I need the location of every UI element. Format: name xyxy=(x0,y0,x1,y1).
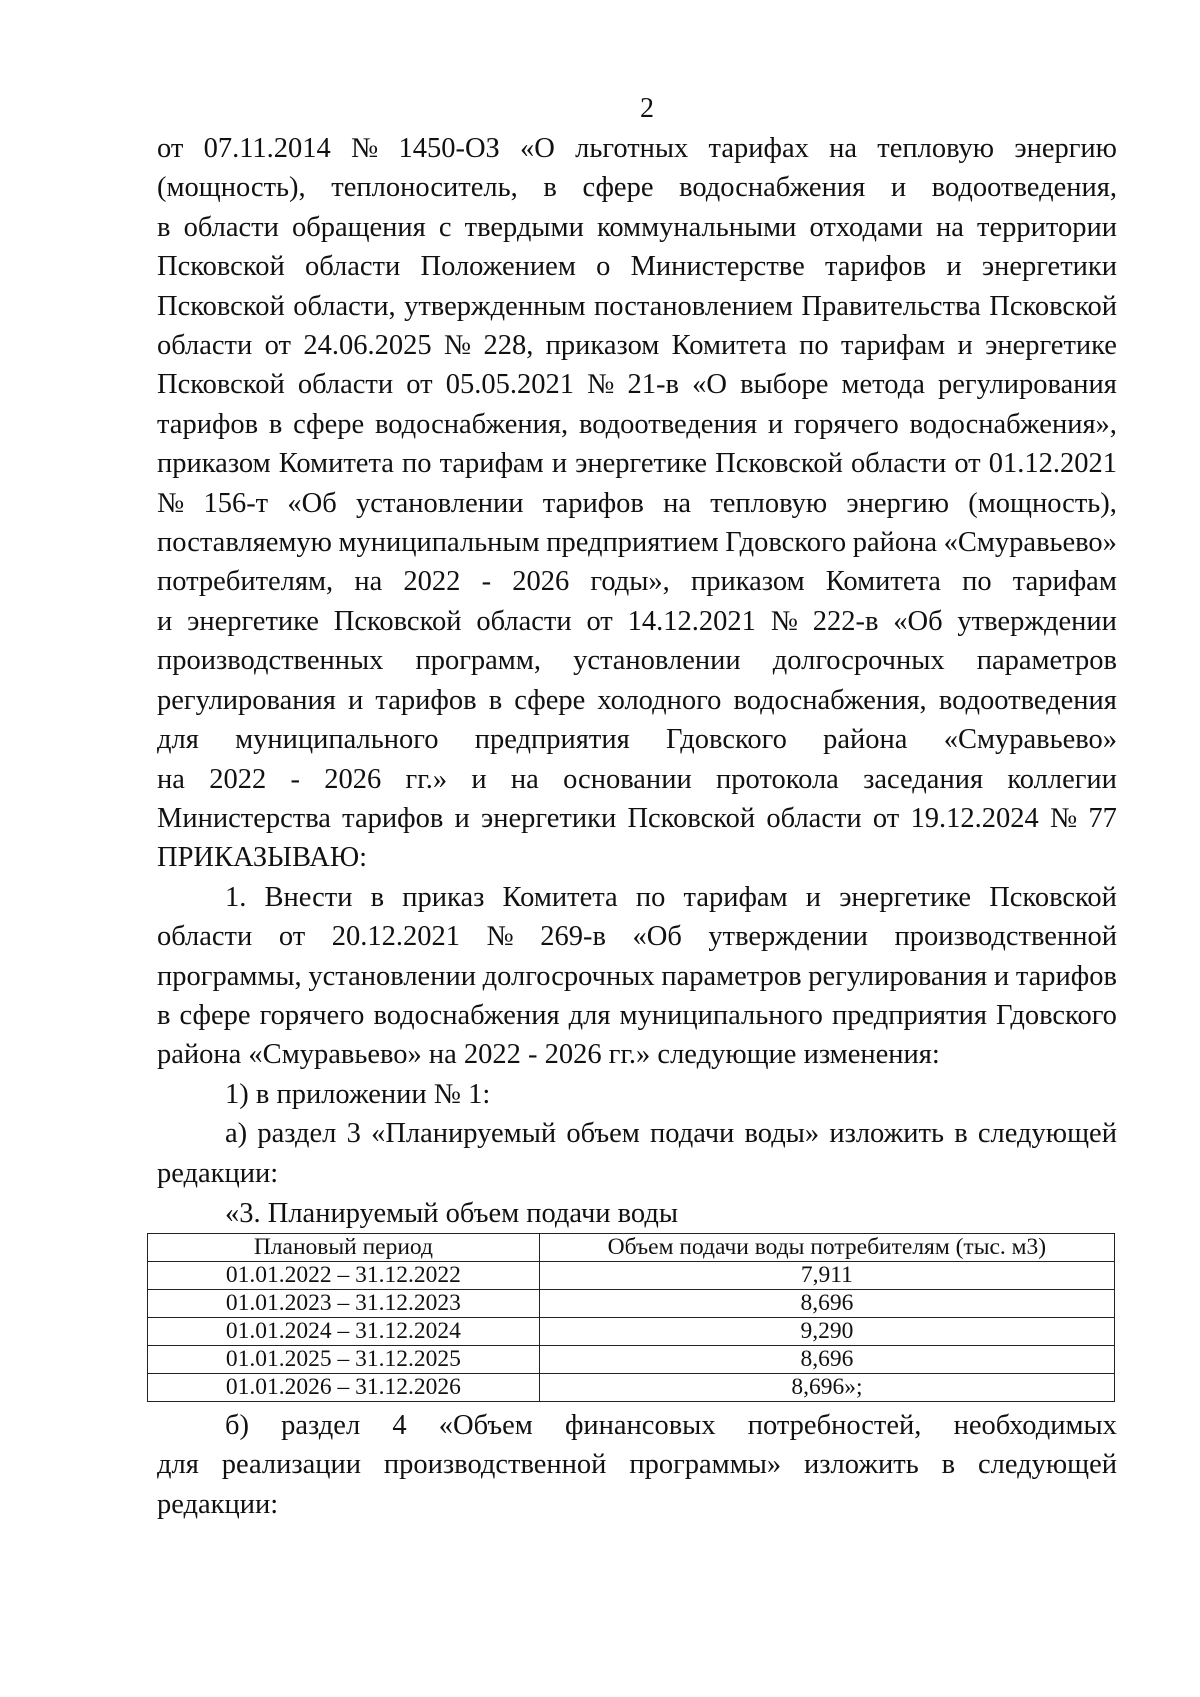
text-line: программы, установлении долгосрочных параметров регулирования и тарифов xyxy=(157,960,1117,992)
document-page xyxy=(157,95,1117,1524)
order-word: ПРИКАЗЫВАЮ: xyxy=(157,842,368,874)
text-line: в области обращения с твердыми коммунальными отходами на территории xyxy=(157,211,1117,243)
subitem-1-paragraph xyxy=(157,1075,1117,1114)
table-row xyxy=(148,1345,1115,1373)
table-caption: «3. Планируемый объем подачи воды xyxy=(225,1197,678,1229)
text-line: района «Смуравьево» на 2022 - 2026 гг.» следующие изменения: xyxy=(157,1039,940,1071)
subitem-b-paragraph xyxy=(157,1406,1117,1524)
table-row xyxy=(148,1373,1115,1401)
water-supply-table xyxy=(147,1233,1115,1402)
text-line: регулирования и тарифов в сфере холодного водоснабжения, водоотведения xyxy=(157,684,1117,716)
text-line: области от 20.12.2021 № 269-в «Об утверждении производственной xyxy=(157,921,1117,953)
volume-cell: 8,696 xyxy=(539,1345,1114,1373)
period-cell: 01.01.2023 – 31.12.2023 xyxy=(148,1289,540,1317)
text-line: 1. Внести в приказ Комитета по тарифам и энергетике Псковской xyxy=(225,881,1117,913)
volume-cell: 7,911 xyxy=(539,1261,1114,1289)
item-1-paragraph xyxy=(157,878,1117,1075)
text-line: Министерства тарифов и энергетики Псковской области от 19.12.2024 № 77 xyxy=(157,802,1117,834)
table-header-row xyxy=(148,1233,1115,1261)
period-cell: 01.01.2024 – 31.12.2024 xyxy=(148,1317,540,1345)
table-row xyxy=(148,1261,1115,1289)
text-line: от 07.11.2014 № 1450-ОЗ «О льготных тарифах на тепловую энергию xyxy=(157,133,1117,164)
text-line: потребителям, на 2022 - 2026 годы», приказом Комитета по тарифам xyxy=(157,566,1117,598)
text-line: приказом Комитета по тарифам и энергетике Псковской области от 01.12.2021 xyxy=(157,448,1117,480)
text-line: Псковской области Положением о Министерстве тарифов и энергетики xyxy=(157,251,1117,283)
text-line: (мощность), теплоноситель, в сфере водоснабжения и водоотведения, xyxy=(157,172,1117,204)
volume-cell: 8,696»; xyxy=(539,1373,1114,1401)
column-header-volume: Объем подачи воды потребителям (тыс. м3) xyxy=(539,1233,1114,1261)
volume-cell: 8,696 xyxy=(539,1289,1114,1317)
text-line: и энергетике Псковской области от 14.12.2021 № 222-в «Об утверждении xyxy=(157,605,1117,637)
volume-cell: 9,290 xyxy=(539,1317,1114,1345)
text-line: Псковской области от 05.05.2021 № 21-в «О выборе метода регулирования xyxy=(157,369,1117,401)
text-line: для муниципального предприятия Гдовского района «Смуравьево» xyxy=(157,724,1117,756)
text-line: редакции: xyxy=(157,1157,279,1189)
text-line: для реализации производственной программы» изложить в следующей xyxy=(157,1449,1117,1481)
subitem-a-paragraph xyxy=(157,1114,1117,1193)
text-line: Псковской области, утвержденным постановлением Правительства Псковской xyxy=(157,290,1117,322)
preamble-paragraph xyxy=(157,129,1117,878)
period-cell: 01.01.2022 – 31.12.2022 xyxy=(148,1261,540,1289)
period-cell: 01.01.2026 – 31.12.2026 xyxy=(148,1373,540,1401)
table-row xyxy=(148,1317,1115,1345)
column-header-period: Плановый период xyxy=(148,1233,540,1261)
text-line: 1) в приложении № 1: xyxy=(225,1078,491,1110)
table-row xyxy=(148,1289,1115,1317)
text-line: № 156-т «Об установлении тарифов на тепловую энергию (мощность), xyxy=(157,487,1117,519)
period-cell: 01.01.2025 – 31.12.2025 xyxy=(148,1345,540,1373)
text-line: производственных программ, установлении долгосрочных параметров xyxy=(157,645,1117,677)
page-number: 2 xyxy=(640,93,654,124)
text-line: поставляемую муниципальным предприятием Гдовского района «Смуравьево» xyxy=(157,527,1117,559)
text-line: а) раздел 3 «Планируемый объем подачи воды» изложить в следующей xyxy=(225,1118,1117,1150)
text-line: тарифов в сфере водоснабжения, водоотведения и горячего водоснабжения», xyxy=(157,408,1117,440)
text-line: в сфере горячего водоснабжения для муниципального предприятия Гдовского xyxy=(157,999,1117,1031)
text-line: на 2022 - 2026 гг.» и на основании протокола заседания коллегии xyxy=(157,763,1117,795)
text-line: редакции: xyxy=(157,1488,279,1520)
text-line: б) раздел 4 «Объем финансовых потребностей, необходимых xyxy=(225,1409,1117,1441)
text-line: области от 24.06.2025 № 228, приказом Комитета по тарифам и энергетике xyxy=(157,330,1117,362)
